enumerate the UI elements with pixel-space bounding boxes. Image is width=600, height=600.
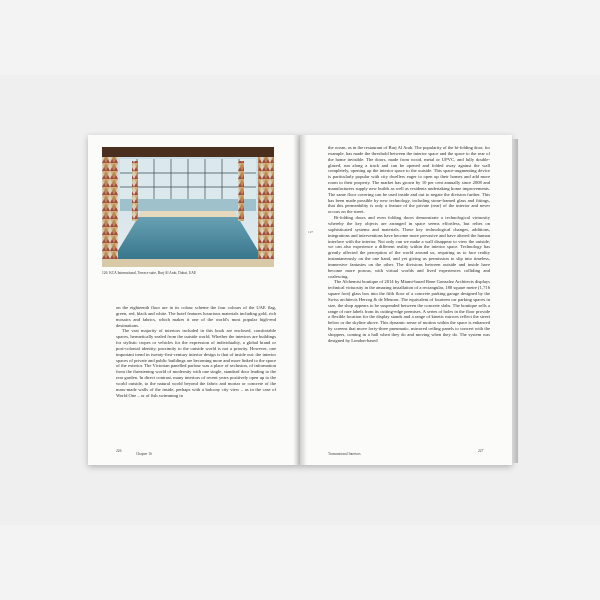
paragraph: The Alchemist boutique of 2014 by Miami-based Rene Gonzalez Architects displays technical virtuosity in the amazing installation of a rectangular, 180 square metre (1,716 square foot) glass box into the fifth floor of a concrete parking garage designed by the Swiss architects Herzog & de Meuron. The equivalent of fourteen car parking spaces in size, the shop appears to be suspended between the concrete slabs. The boutique sells a range of rare labels from its cutting-edge premises. A series of holes in the floor provide a flexible location for the display stands and a range of kinetic mirrors reflect the street below or the skyline above. This dynamic sense of motion within the space is enhanced by screens that move forty-three pneumatic, mirrored ceiling panels to concert with the shoppers, coming in a hall when they do and moving when they do. The system was designed by London-based [328, 279, 490, 343]
photo-caption: 126. KCA International, Terrace suite, Burj Al Arab, Dubai, UAE [102, 271, 197, 275]
paragraph: The vast majority of interiors included in this book are enclosed, comfortable spaces, hermetically sealed from the outside world. Whether the interiors are buildings for stylistic tropes or vehicles for the expression of individuality, a global brand or post-colonial identity, proximity to the outside world is not a priority. However, one important trend in twenty-first-century interior design is that of inside out: the interior spaces of private and public buildings are becoming more and more linked to the space of the exterior. The Victorian panelled parlour was a place of seclusion, of information from the threatening world of modernity with one single, standard door leading to the rear garden. In direct contrast, many interiors of recent years positively open up to the world outside, to the natural world beyond the fabric and mortar or concrete of the mass-made walls of the inside, perhaps with a balcony city view – as in the case of World One – or of fish swimming in [116, 328, 276, 398]
open-book [88, 135, 512, 465]
page-number: 227 [478, 449, 484, 453]
photo-illustration [102, 147, 274, 267]
running-head: Transnational Interiors [328, 452, 361, 456]
paragraph: on the eighteenth floor are in its colour scheme the four colours of the UAE flag, green, red, black and white. The hotel features luxurious materials including gold, rich mosaics and fabrics, which makes it one of the world's most popular high-end destinations. [116, 305, 276, 328]
book-gutter [293, 135, 307, 465]
margin-note: 127 [308, 230, 314, 234]
left-body-text [116, 305, 276, 399]
running-head: Chapter 16 [136, 452, 152, 456]
paragraph: Bi-folding doors and even folding doors demonstrate a technological virtuosity whereby the key objects are arranged in space seems effortless, but relies on sophisticated systems and materials. These key technological changes, additions, integrations and interventions have become more pervasive and have altered the human interface with the interior. Not only can we make a wall disappear to view the outside, we can also experience a different reality within the interior space. Technology has greatly affected the perception of the world around us, requiring us to face reality instantaneously on the one hand, and yet giving us permission to slip into timeless, immersive fantasies on the other. The divisions between outside and inside have become more porous, with virtual worlds and lived experiences colliding and coalescing. [328, 215, 490, 279]
page-number: 226 [116, 449, 122, 453]
hotel-pool-photo [102, 147, 274, 267]
right-page [300, 135, 512, 465]
page-edge [512, 139, 518, 463]
left-page [88, 135, 300, 465]
paragraph: the ocean, as in the restaurant of Burj Al Arab. The popularity of the bi-folding door, for example, has made the threshold between the interior space and the space to the rear of the home invisible. The doors, made from wood, metal or UPVC, and fully double-glazed, run along a track and can be opened and folded away against the wall completely, opening up the interior space to the outside. This space-augmenting device is particularly popular with city dwellers eager to open up their homes and add more room to their property. The market has grown by 10 per cent annually since 2008 and manufacturers supply new builds as well as residents undertaking home improvements. The same floor covering can be used inside and out to negate the division further. This has been made possible by new technology, including stone-framed glass and fittings, that this permeability is only a feature of the private (rear) of the interior and never occurs on the street. [328, 145, 490, 215]
right-body-text [328, 145, 490, 344]
